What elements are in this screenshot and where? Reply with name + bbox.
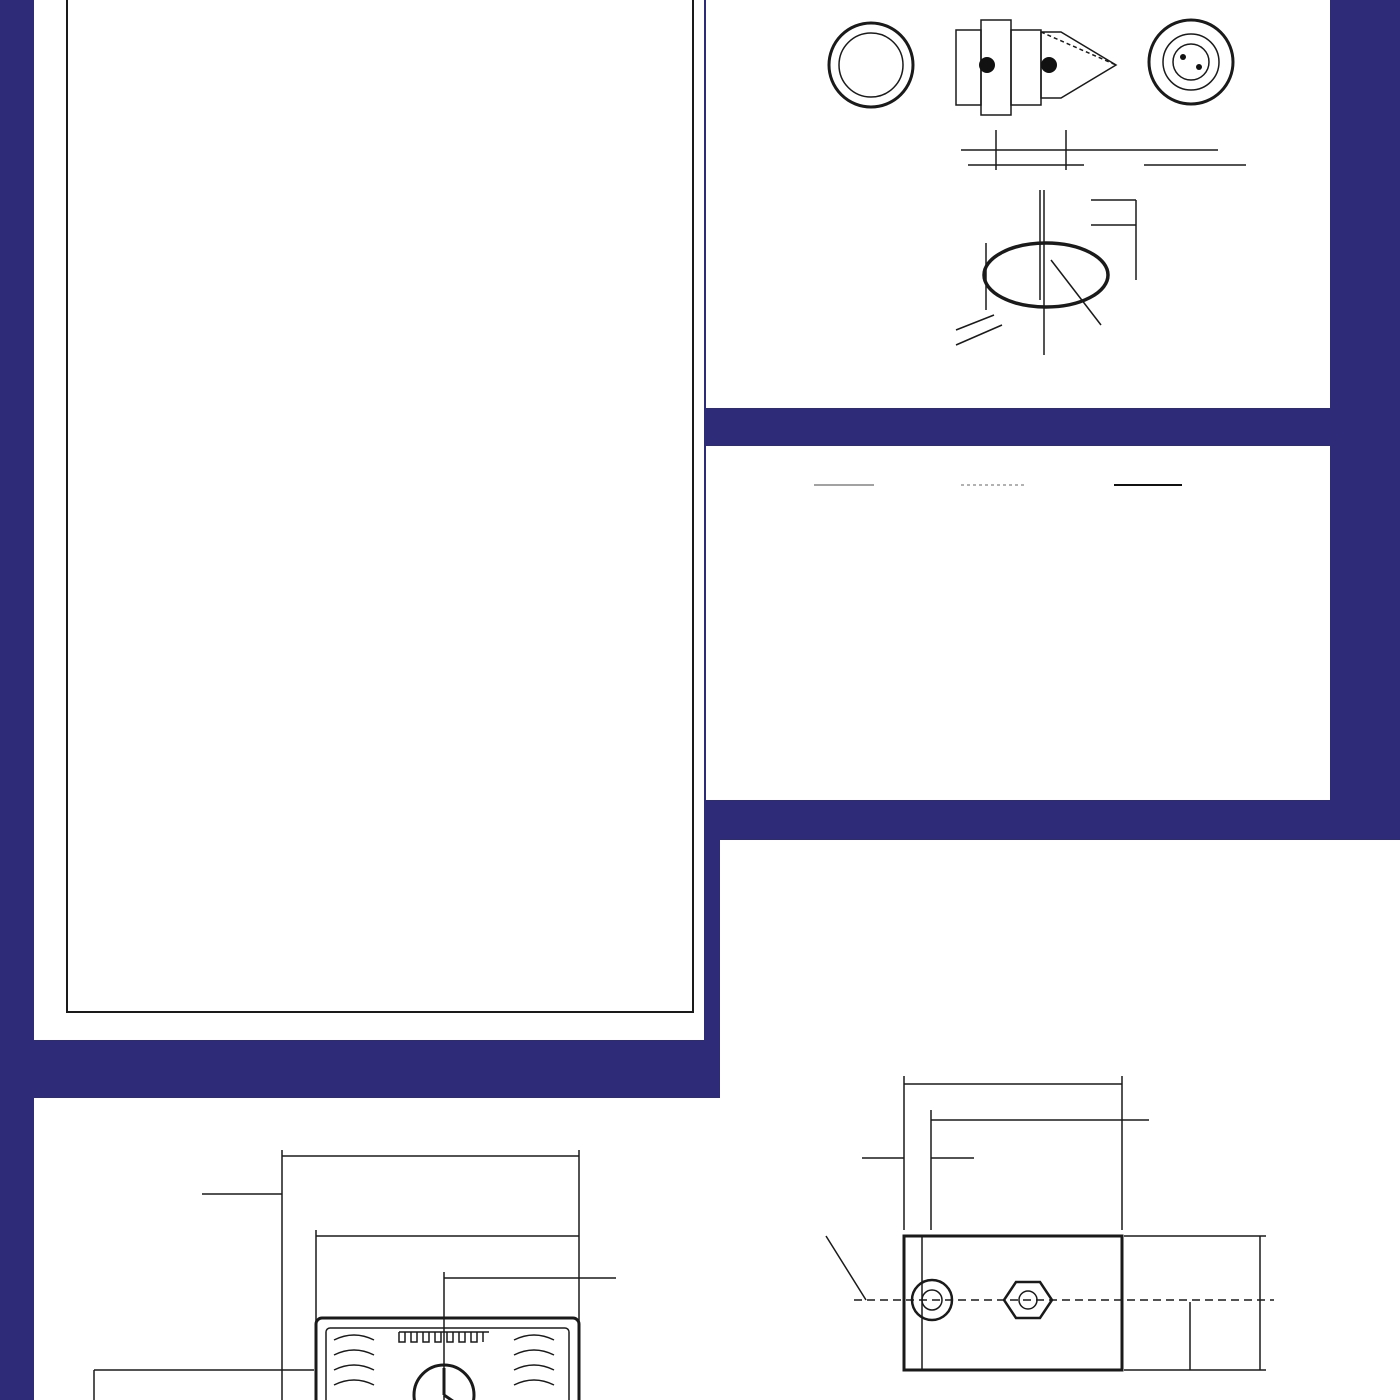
spectral-chart <box>706 446 1330 800</box>
lamp-module-drawing <box>34 1040 1400 1400</box>
lamp-cross-section-drawing <box>706 0 1330 408</box>
hot-mirror-chart <box>870 842 1150 1052</box>
spec-table-frame <box>66 0 694 1013</box>
spectral-section-title <box>706 408 1330 446</box>
